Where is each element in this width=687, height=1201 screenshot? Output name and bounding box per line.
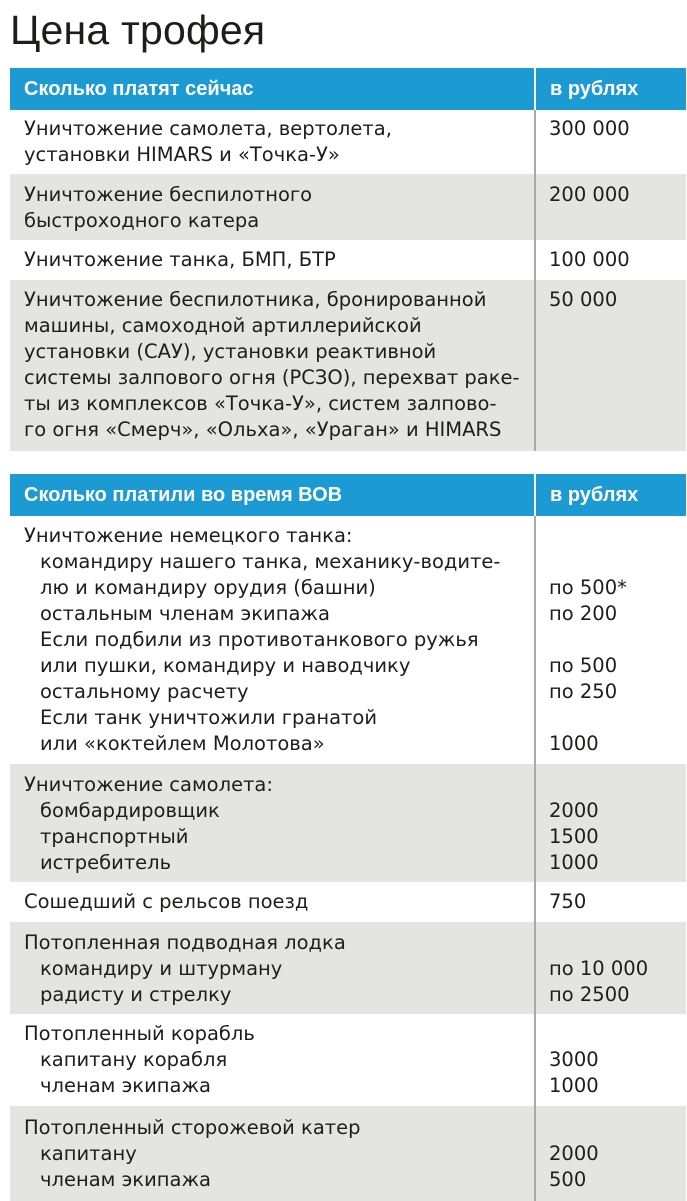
- current-payments-table: [10, 68, 686, 451]
- table-header: [10, 474, 686, 516]
- value-text: 1000: [549, 851, 599, 874]
- table-row: [10, 240, 686, 280]
- row-text: Сошедший с рельсов поезд: [24, 890, 309, 913]
- table-row: [10, 922, 686, 1014]
- wwii-payments-table: [10, 474, 686, 1201]
- table-row: [10, 1106, 686, 1201]
- header-label: Сколько платили во время ВОВ: [24, 483, 343, 506]
- value-text: [549, 930, 686, 956]
- row-text: Уничтожение немецкого танка:: [24, 524, 353, 547]
- value-text: 500: [549, 1168, 587, 1191]
- row-text: лю и командиру орудия (башни): [40, 576, 376, 599]
- row-value: [534, 174, 686, 240]
- value-text: 200 000: [549, 183, 630, 206]
- value-text: по 200: [549, 602, 618, 625]
- row-text: капитану корабля: [40, 1048, 228, 1071]
- value-text: [549, 1021, 686, 1047]
- value-text: 2000: [549, 1142, 599, 1165]
- table-row: [10, 174, 686, 240]
- value-text: 300 000: [549, 117, 630, 140]
- row-text: Потопленный корабль: [24, 1022, 255, 1045]
- row-text: Если подбили из противотанкового ружья: [40, 628, 479, 651]
- table-row: [10, 280, 686, 451]
- row-value: [534, 280, 686, 451]
- row-text: истребитель: [40, 851, 172, 874]
- row-value: [534, 240, 686, 280]
- row-text: Если танк уничтожили гранатой: [40, 706, 377, 729]
- value-text: по 500: [549, 654, 618, 677]
- row-text: ты из комплексов «Точка-У», систем залпово-: [24, 392, 497, 415]
- row-value: [534, 922, 686, 1014]
- row-text: Уничтожение беспилотника, бронированной: [24, 288, 487, 311]
- row-value: [534, 764, 686, 882]
- row-text: го огня «Смерч», «Ольха», «Ураган» и HIMARS: [24, 418, 502, 441]
- row-text: членам экипажа: [40, 1074, 211, 1097]
- row-value: [534, 1106, 686, 1201]
- row-text: Уничтожение танка, БМП, БТР: [24, 248, 336, 271]
- row-text: Потопленная подводная лодка: [24, 931, 346, 954]
- row-text: Уничтожение самолета:: [24, 773, 273, 796]
- row-text: бомбардировщик: [40, 799, 220, 822]
- header-label: Сколько платят сейчас: [24, 77, 254, 100]
- row-text: командиру и штурману: [40, 957, 283, 980]
- header-unit: в рублях: [534, 68, 686, 110]
- value-text: по 250: [549, 680, 618, 703]
- table-row: [10, 1014, 686, 1106]
- table-row: [10, 110, 686, 174]
- value-text: [549, 523, 686, 549]
- value-text: по 2500: [549, 983, 630, 1006]
- header-unit: в рублях: [534, 474, 686, 516]
- row-text: командиру нашего танка, механику-водите-: [40, 550, 501, 573]
- row-text: установки HIMARS и «Точка-У»: [24, 143, 340, 166]
- value-text: 50 000: [549, 288, 618, 311]
- row-text: машины, самоходной артиллерийской: [24, 314, 422, 337]
- row-description: [10, 280, 534, 451]
- value-text: 1500: [549, 825, 599, 848]
- row-text: системы залпового огня (РСЗО), перехват раке-: [24, 366, 520, 389]
- row-text: радисту и стрелку: [40, 983, 232, 1006]
- value-text: по 500*: [549, 576, 627, 599]
- page-title: Цена трофея: [10, 7, 266, 53]
- value-text: [549, 705, 686, 731]
- value-text: по 10 000: [549, 957, 649, 980]
- row-text: быстроходного катера: [24, 209, 260, 232]
- row-text: капитану: [40, 1142, 137, 1165]
- row-description: [10, 764, 534, 882]
- value-text: [549, 549, 686, 575]
- row-text: Уничтожение беспилотного: [24, 183, 313, 206]
- row-text: Потопленный сторожевой катер: [24, 1116, 361, 1139]
- value-text: 750: [549, 890, 587, 913]
- value-text: 100 000: [549, 248, 630, 271]
- row-description: [10, 882, 534, 922]
- row-text: членам экипажа: [40, 1168, 211, 1191]
- value-text: [549, 772, 686, 798]
- value-text: 1000: [549, 1074, 599, 1097]
- value-text: 1000: [549, 732, 599, 755]
- row-description: [10, 240, 534, 280]
- table-row: [10, 882, 686, 922]
- row-text: Уничтожение самолета, вертолета,: [24, 117, 392, 140]
- value-text: 2000: [549, 799, 599, 822]
- row-text: остальным членам экипажа: [40, 602, 330, 625]
- row-text: установки (САУ), установки реактивной: [24, 340, 437, 363]
- row-value: [534, 516, 686, 764]
- row-description: [10, 1106, 534, 1201]
- row-description: [10, 516, 534, 764]
- value-text: 3000: [549, 1048, 599, 1071]
- row-text: или пушки, командиру и наводчику: [40, 654, 411, 677]
- row-text: или «коктейлем Молотова»: [40, 732, 325, 755]
- row-description: [10, 922, 534, 1014]
- row-value: [534, 110, 686, 174]
- table-row: [10, 764, 686, 882]
- row-text: остальному расчету: [40, 680, 249, 703]
- row-value: [534, 882, 686, 922]
- value-text: [549, 1115, 686, 1141]
- row-text: транспортный: [40, 825, 189, 848]
- row-description: [10, 174, 534, 240]
- row-value: [534, 1014, 686, 1106]
- row-description: [10, 1014, 534, 1106]
- value-text: [549, 627, 686, 653]
- table-header: [10, 68, 686, 110]
- table-row: [10, 516, 686, 764]
- row-description: [10, 110, 534, 174]
